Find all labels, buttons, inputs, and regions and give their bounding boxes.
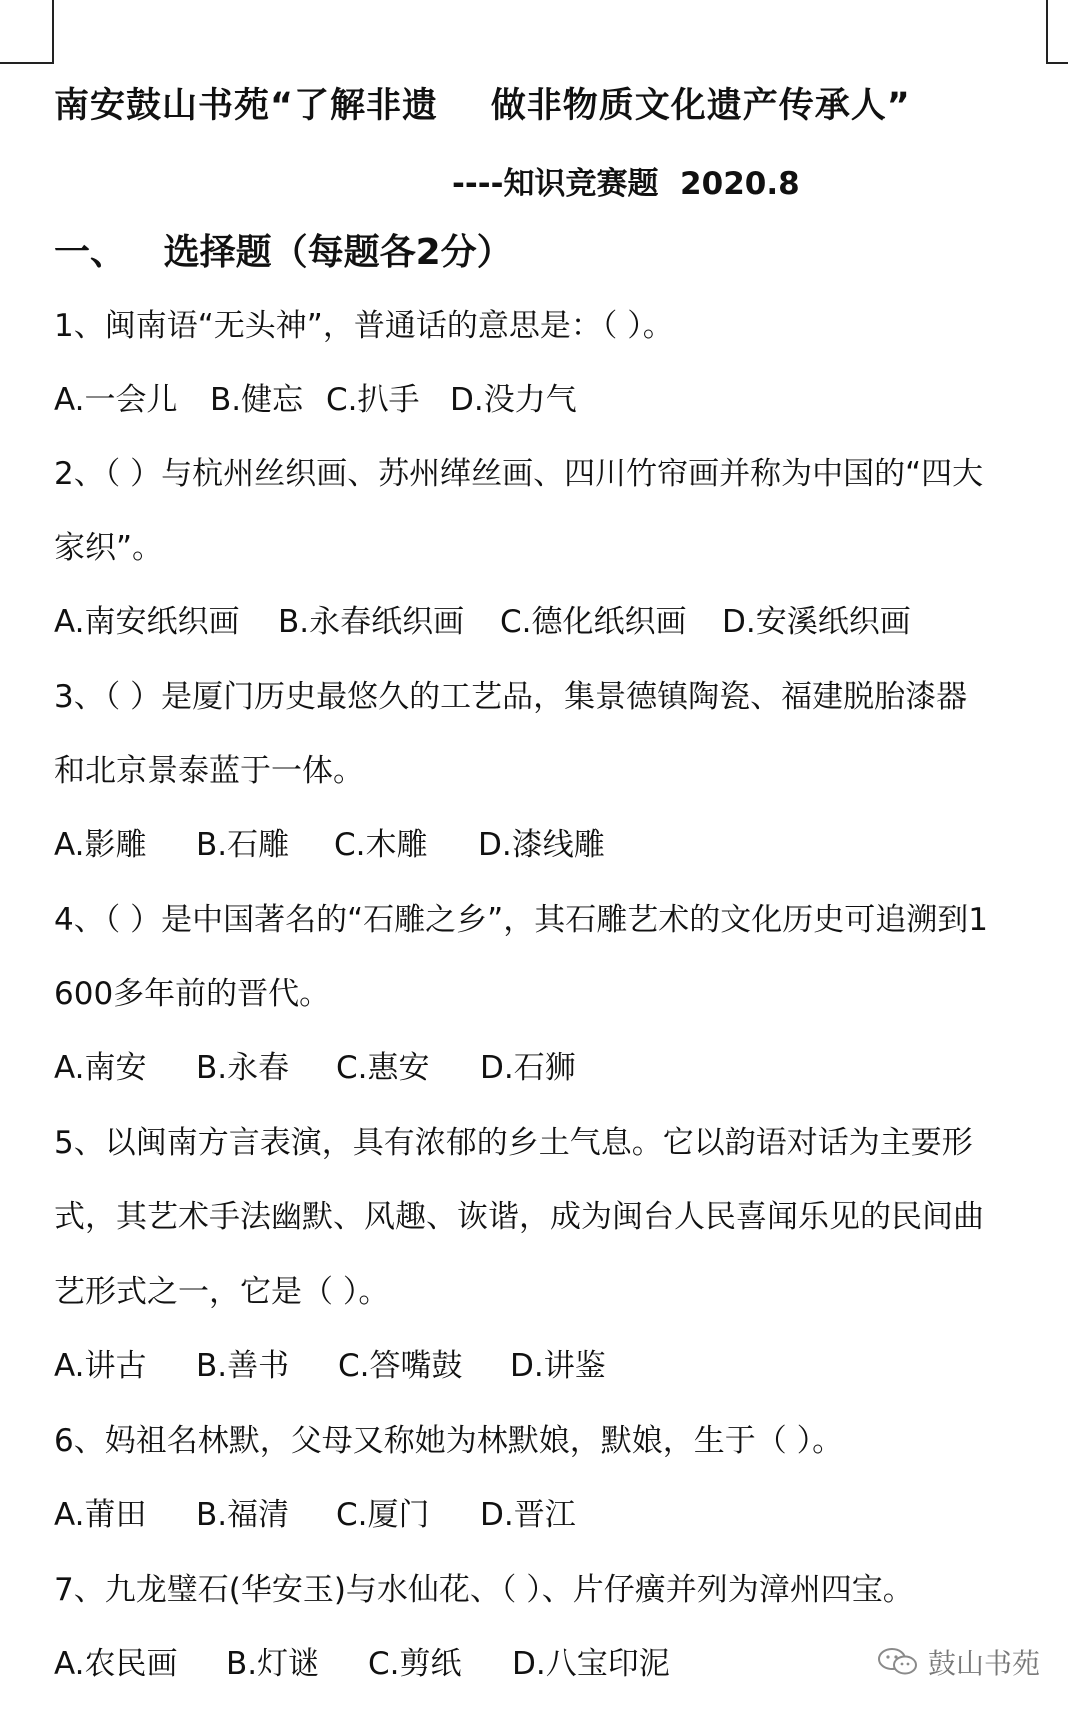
section-heading: 一、 选择题（每题各2分） <box>54 232 513 273</box>
question-3-line-2: 和北京景泰蓝于一体。 <box>54 753 364 789</box>
question-2-option-b: B.永春纸织画 <box>278 604 465 640</box>
question-2-option-c: C.德化纸织画 <box>500 604 687 640</box>
crop-mark-top-right-vertical <box>1046 0 1048 64</box>
question-3-option-d: D.漆线雕 <box>478 827 605 863</box>
question-7-options <box>54 1638 670 1683</box>
question-1-option-b: B.健忘 <box>210 382 304 418</box>
question-7-line-1: 7、九龙璧石(华安玉)与水仙花、（ ）、片仔癀并列为漳州四宝。 <box>54 1572 914 1608</box>
question-7-option-d: D.八宝印泥 <box>512 1646 670 1682</box>
question-6-option-d: D.晋江 <box>480 1497 576 1533</box>
question-7-option-a: A.农民画 <box>54 1646 178 1682</box>
question-4-option-b: B.永春 <box>196 1050 290 1086</box>
question-2-line-1: 2、（ ）与杭州丝织画、苏州缂丝画、四川竹帘画并称为中国的“四大 <box>54 456 984 492</box>
question-7-option-c: C.剪纸 <box>368 1646 462 1682</box>
crop-mark-top-left-horizontal <box>0 62 54 64</box>
question-6-options <box>54 1489 576 1534</box>
question-5-option-a: A.讲古 <box>54 1348 147 1384</box>
question-3-option-c: C.木雕 <box>334 827 428 863</box>
question-4-line-1: 4、（ ）是中国著名的“石雕之乡”，其石雕艺术的文化历史可追溯到1 <box>54 902 988 938</box>
question-4-option-d: D.石狮 <box>480 1050 576 1086</box>
question-1-option-c: C.扒手 <box>326 382 420 418</box>
question-6-option-c: C.厦门 <box>336 1497 430 1533</box>
wechat-icon <box>876 1646 920 1678</box>
question-2-option-a: A.南安纸织画 <box>54 604 240 640</box>
question-1-line-1: 1、闽南语“无头神”，普通话的意思是：（ ）。 <box>54 308 674 344</box>
watermark-text: 鼓山书苑 <box>927 1647 1040 1680</box>
question-5-line-1: 5、以闽南方言表演，具有浓郁的乡土气息。它以韵语对话为主要形 <box>54 1125 973 1161</box>
watermark <box>876 1642 1040 1682</box>
question-7-option-b: B.灯谜 <box>226 1646 320 1682</box>
question-6-option-a: A.莆田 <box>54 1497 147 1533</box>
crop-mark-top-right-horizontal <box>1046 62 1068 64</box>
question-3-line-1: 3、（ ）是厦门历史最悠久的工艺品，集景德镇陶瓷、福建脱胎漆器 <box>54 679 968 715</box>
question-2-line-2: 家织”。 <box>54 530 164 566</box>
question-5-line-3: 艺形式之一，它是（ ）。 <box>54 1274 390 1310</box>
question-1-option-d: D.没力气 <box>450 382 577 418</box>
question-3-option-b: B.石雕 <box>196 827 290 863</box>
crop-mark-top-left-vertical <box>52 0 54 64</box>
question-5-options <box>54 1340 606 1385</box>
question-4-option-a: A.南安 <box>54 1050 147 1086</box>
question-3-option-a: A.影雕 <box>54 827 147 863</box>
question-5-line-2: 式，其艺术手法幽默、风趣、诙谐，成为闽台人民喜闻乐见的民间曲 <box>54 1199 984 1235</box>
question-5-option-c: C.答嘴鼓 <box>338 1348 463 1384</box>
question-4-line-2: 600多年前的晋代。 <box>54 976 331 1012</box>
document-subtitle: ----知识竞赛题 2020.8 <box>452 166 800 202</box>
question-3-options <box>54 819 605 864</box>
question-1-option-a: A.一会儿 <box>54 382 178 418</box>
question-5-option-d: D.讲鉴 <box>510 1348 606 1384</box>
question-4-option-c: C.惠安 <box>336 1050 430 1086</box>
question-6-option-b: B.福清 <box>196 1497 290 1533</box>
question-2-option-d: D.安溪纸织画 <box>722 604 911 640</box>
question-2-options <box>54 596 911 641</box>
document-title: 南安鼓山书苑“了解非遗 做非物质文化遗产传承人” <box>54 86 911 126</box>
question-5-option-b: B.善书 <box>196 1348 290 1384</box>
question-4-options <box>54 1042 576 1087</box>
question-1-options <box>54 374 577 419</box>
question-6-line-1: 6、妈祖名林默，父母又称她为林默娘，默娘，生于（ ）。 <box>54 1423 844 1459</box>
